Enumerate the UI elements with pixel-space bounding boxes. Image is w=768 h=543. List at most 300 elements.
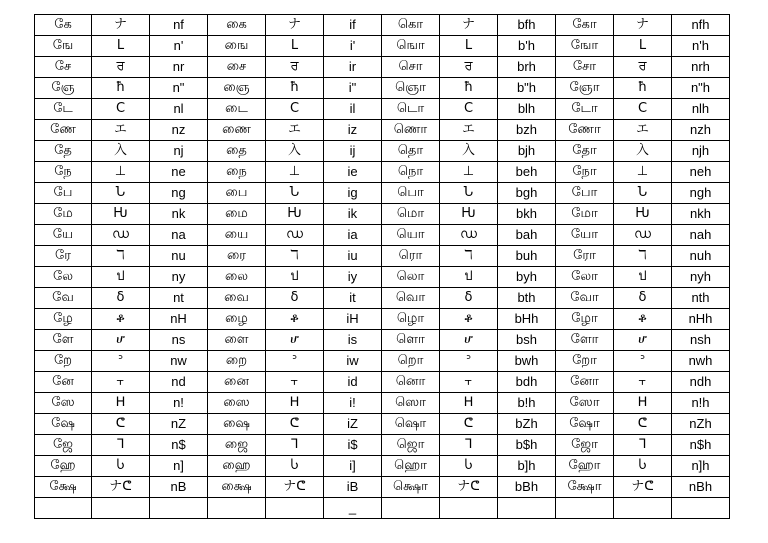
transliteration-cell: nzh (672, 120, 730, 141)
transliteration-cell: n'h (672, 36, 730, 57)
tamil-letter-cell: ழே (35, 309, 92, 330)
table-row (35, 162, 730, 183)
transliteration-cell: i" (324, 78, 382, 99)
transliteration-cell: nd (150, 372, 208, 393)
tamil-letter-cell: ஷை (208, 414, 266, 435)
transliteration-cell: n"h (672, 78, 730, 99)
transliteration-cell (498, 498, 556, 519)
transliteration-cell: bHh (498, 309, 556, 330)
transliteration-cell: byh (498, 267, 556, 288)
transliteration-cell: ndh (672, 372, 730, 393)
transliteration-cell: bsh (498, 330, 556, 351)
transliteration-cell: nu (150, 246, 208, 267)
transliteration-cell: ngh (672, 183, 730, 204)
transliteration-cell: nth (672, 288, 730, 309)
transliteration-cell (150, 498, 208, 519)
tamil-letter-cell: ரே (35, 246, 92, 267)
transliteration-cell: il (324, 99, 382, 120)
tamil-letter-cell: மோ (556, 204, 614, 225)
glyph-cell: Ƕ (614, 204, 672, 225)
table-row (35, 246, 730, 267)
glyph-cell (266, 498, 324, 519)
tamil-letter-cell: நொ (382, 162, 440, 183)
glyph-cell: C (614, 99, 672, 120)
table-row (35, 435, 730, 456)
glyph-cell: ሆ (440, 330, 498, 351)
glyph-cell: ป (614, 267, 672, 288)
transliteration-cell: nZh (672, 414, 730, 435)
glyph-cell: C (92, 99, 150, 120)
transliteration-cell: i] (324, 456, 382, 477)
glyph-cell: ⊥ (440, 162, 498, 183)
transliteration-cell: iH (324, 309, 382, 330)
tamil-letter-cell: ஸை (208, 393, 266, 414)
transliteration-cell: bdh (498, 372, 556, 393)
transliteration-cell: nB (150, 477, 208, 498)
glyph-map-table (34, 14, 730, 519)
tamil-letter-cell: ஞொ (382, 78, 440, 99)
glyph-cell: ቆ (266, 309, 324, 330)
glyph-cell: Ƕ (440, 204, 498, 225)
transliteration-cell: n!h (672, 393, 730, 414)
transliteration-cell: nah (672, 225, 730, 246)
table-row (35, 141, 730, 162)
transliteration-cell: nl (150, 99, 208, 120)
glyph-map-sheet (34, 14, 730, 519)
glyph-cell: ナ (614, 15, 672, 36)
transliteration-cell: iy (324, 267, 382, 288)
glyph-cell: ᒣ (92, 435, 150, 456)
glyph-cell: ᕼ (440, 393, 498, 414)
glyph-cell: Ⴑ (614, 456, 672, 477)
transliteration-cell: nyh (672, 267, 730, 288)
table-row (35, 57, 730, 78)
table-row (35, 288, 730, 309)
glyph-cell: ป (440, 267, 498, 288)
glyph-cell: ഡ (266, 225, 324, 246)
glyph-cell: ቆ (614, 309, 672, 330)
glyph-cell: Ⴑ (440, 456, 498, 477)
tamil-letter-cell: ஞோ (556, 78, 614, 99)
tamil-letter-cell: கை (208, 15, 266, 36)
tamil-letter-cell: டை (208, 99, 266, 120)
transliteration-cell: njh (672, 141, 730, 162)
glyph-cell: ⫟ (614, 372, 672, 393)
transliteration-cell: bgh (498, 183, 556, 204)
glyph-cell: ħ (614, 78, 672, 99)
glyph-cell: ナ (440, 15, 498, 36)
tamil-letter-cell: டே (35, 99, 92, 120)
glyph-cell: Ƕ (266, 204, 324, 225)
tamil-letter-cell: ளொ (382, 330, 440, 351)
tamil-letter-cell: க்ஷொ (382, 477, 440, 498)
transliteration-cell: iu (324, 246, 382, 267)
glyph-cell: δ (266, 288, 324, 309)
glyph-cell: ቆ (440, 309, 498, 330)
glyph-cell: ⫟ (92, 372, 150, 393)
glyph-cell (614, 498, 672, 519)
tamil-letter-cell: ரை (208, 246, 266, 267)
tamil-letter-cell (382, 498, 440, 519)
glyph-cell: ナᕦ (440, 477, 498, 498)
transliteration-cell: b$h (498, 435, 556, 456)
transliteration-cell: i! (324, 393, 382, 414)
glyph-cell: ⫟ (266, 372, 324, 393)
tamil-letter-cell: கே (35, 15, 92, 36)
table-row (35, 267, 730, 288)
transliteration-cell: is (324, 330, 382, 351)
glyph-cell: ⊥ (92, 162, 150, 183)
transliteration-cell: iB (324, 477, 382, 498)
glyph-cell: δ (92, 288, 150, 309)
transliteration-cell: nlh (672, 99, 730, 120)
transliteration-cell: b!h (498, 393, 556, 414)
transliteration-cell: bBh (498, 477, 556, 498)
tamil-letter-cell: பொ (382, 183, 440, 204)
tamil-letter-cell: லொ (382, 267, 440, 288)
transliteration-cell: nH (150, 309, 208, 330)
table-row (35, 183, 730, 204)
glyph-cell: ሆ (614, 330, 672, 351)
tamil-letter-cell: நே (35, 162, 92, 183)
table-row (35, 477, 730, 498)
glyph-cell: ᕦ (440, 414, 498, 435)
tamil-letter-cell: ணே (35, 120, 92, 141)
tamil-letter-cell: ளோ (556, 330, 614, 351)
tamil-letter-cell: வை (208, 288, 266, 309)
glyph-cell: ᐣ (440, 351, 498, 372)
tamil-letter-cell: னே (35, 372, 92, 393)
tamil-letter-cell: ஙொ (382, 36, 440, 57)
tamil-letter-cell: ஜொ (382, 435, 440, 456)
tamil-letter-cell: தோ (556, 141, 614, 162)
glyph-cell: エ (266, 120, 324, 141)
glyph-cell: Ⴑ (266, 456, 324, 477)
table-row (35, 351, 730, 372)
transliteration-cell: bth (498, 288, 556, 309)
tamil-letter-cell: யொ (382, 225, 440, 246)
glyph-cell: ਰ (440, 57, 498, 78)
tamil-letter-cell: ணோ (556, 120, 614, 141)
glyph-cell: ℸ (92, 246, 150, 267)
tamil-letter-cell: ஷோ (556, 414, 614, 435)
tamil-letter-cell: சே (35, 57, 92, 78)
tamil-letter-cell: ஹை (208, 456, 266, 477)
glyph-cell: エ (92, 120, 150, 141)
transliteration-cell: bwh (498, 351, 556, 372)
transliteration-cell: blh (498, 99, 556, 120)
transliteration-cell: id (324, 372, 382, 393)
glyph-cell: ഡ (614, 225, 672, 246)
glyph-cell: ป (92, 267, 150, 288)
transliteration-cell: nBh (672, 477, 730, 498)
tamil-letter-cell: ஹே (35, 456, 92, 477)
glyph-cell: 入 (614, 141, 672, 162)
transliteration-cell: iz (324, 120, 382, 141)
tamil-letter-cell: றோ (556, 351, 614, 372)
glyph-cell: 入 (440, 141, 498, 162)
tamil-letter-cell: நோ (556, 162, 614, 183)
tamil-letter-cell: ணை (208, 120, 266, 141)
glyph-cell: C (266, 99, 324, 120)
tamil-letter-cell: பே (35, 183, 92, 204)
glyph-cell: ਰ (614, 57, 672, 78)
transliteration-cell: nsh (672, 330, 730, 351)
table-row (35, 78, 730, 99)
glyph-cell: ਰ (92, 57, 150, 78)
transliteration-cell: buh (498, 246, 556, 267)
tamil-letter-cell: ஜே (35, 435, 92, 456)
glyph-cell: ⊥ (614, 162, 672, 183)
glyph-cell: ℸ (266, 246, 324, 267)
transliteration-cell: ny (150, 267, 208, 288)
glyph-cell: ℸ (440, 246, 498, 267)
tamil-letter-cell: ழொ (382, 309, 440, 330)
transliteration-cell: if (324, 15, 382, 36)
glyph-cell: Ⴑ (92, 456, 150, 477)
tamil-letter-cell: வொ (382, 288, 440, 309)
glyph-cell: L (440, 36, 498, 57)
tamil-letter-cell: யோ (556, 225, 614, 246)
transliteration-cell: n" (150, 78, 208, 99)
transliteration-cell: _ (324, 498, 382, 519)
glyph-cell: ᒣ (440, 435, 498, 456)
glyph-cell: ナᕦ (266, 477, 324, 498)
transliteration-cell: nrh (672, 57, 730, 78)
tamil-letter-cell: சொ (382, 57, 440, 78)
tamil-letter-cell: ஹோ (556, 456, 614, 477)
tamil-letter-cell: லோ (556, 267, 614, 288)
glyph-cell: ᐣ (266, 351, 324, 372)
transliteration-cell: ik (324, 204, 382, 225)
tamil-letter-cell (208, 498, 266, 519)
glyph-cell: ቆ (92, 309, 150, 330)
transliteration-cell: ia (324, 225, 382, 246)
transliteration-cell: ij (324, 141, 382, 162)
glyph-cell: L (614, 36, 672, 57)
glyph-cell: ᒣ (614, 435, 672, 456)
tamil-letter-cell: கொ (382, 15, 440, 36)
glyph-cell: エ (440, 120, 498, 141)
tamil-letter-cell: ரோ (556, 246, 614, 267)
transliteration-cell: nHh (672, 309, 730, 330)
transliteration-cell: i$ (324, 435, 382, 456)
glyph-cell: ሆ (266, 330, 324, 351)
glyph-cell: L (266, 36, 324, 57)
glyph-cell: δ (614, 288, 672, 309)
table-row (35, 456, 730, 477)
table-row (35, 225, 730, 246)
table-row (35, 414, 730, 435)
glyph-cell: ⊥ (266, 162, 324, 183)
transliteration-cell: bZh (498, 414, 556, 435)
tamil-letter-cell (35, 498, 92, 519)
tamil-letter-cell: ஹொ (382, 456, 440, 477)
glyph-cell: ᐣ (614, 351, 672, 372)
table-row (35, 120, 730, 141)
tamil-letter-cell: க்ஷே (35, 477, 92, 498)
glyph-cell: δ (440, 288, 498, 309)
glyph-cell: ᕦ (92, 414, 150, 435)
transliteration-cell: n] (150, 456, 208, 477)
transliteration-cell: ie (324, 162, 382, 183)
glyph-cell: Ƕ (92, 204, 150, 225)
tamil-letter-cell: னொ (382, 372, 440, 393)
glyph-cell: ป (266, 267, 324, 288)
tamil-letter-cell: வோ (556, 288, 614, 309)
tamil-letter-cell: ஞே (35, 78, 92, 99)
transliteration-cell: nw (150, 351, 208, 372)
table-row (35, 372, 730, 393)
tamil-letter-cell: னை (208, 372, 266, 393)
transliteration-cell: n$h (672, 435, 730, 456)
tamil-letter-cell: ளே (35, 330, 92, 351)
tamil-letter-cell: ஸொ (382, 393, 440, 414)
transliteration-cell: it (324, 288, 382, 309)
glyph-cell: 入 (266, 141, 324, 162)
tamil-letter-cell: போ (556, 183, 614, 204)
tamil-letter-cell: ளை (208, 330, 266, 351)
transliteration-cell: nz (150, 120, 208, 141)
table-row (35, 393, 730, 414)
tamil-letter-cell: ஙோ (556, 36, 614, 57)
glyph-cell: ᕼ (614, 393, 672, 414)
tamil-letter-cell: ஷொ (382, 414, 440, 435)
transliteration-cell: b'h (498, 36, 556, 57)
glyph-cell: ᐣ (92, 351, 150, 372)
glyph-cell: Ն (440, 183, 498, 204)
glyph-cell: 入 (92, 141, 150, 162)
transliteration-cell: nj (150, 141, 208, 162)
transliteration-cell: bzh (498, 120, 556, 141)
tamil-letter-cell: றை (208, 351, 266, 372)
transliteration-cell: nf (150, 15, 208, 36)
tamil-letter-cell: ழை (208, 309, 266, 330)
tamil-letter-cell: தொ (382, 141, 440, 162)
glyph-cell: ナᕦ (614, 477, 672, 498)
table-row (35, 330, 730, 351)
glyph-cell: L (92, 36, 150, 57)
glyph-cell: ⫟ (440, 372, 498, 393)
transliteration-cell: n]h (672, 456, 730, 477)
transliteration-cell: b"h (498, 78, 556, 99)
glyph-cell: ਰ (266, 57, 324, 78)
transliteration-cell: ig (324, 183, 382, 204)
transliteration-cell: bkh (498, 204, 556, 225)
glyph-cell: Ն (614, 183, 672, 204)
glyph-cell: ℸ (614, 246, 672, 267)
glyph-cell: ᕼ (266, 393, 324, 414)
tamil-letter-cell: தே (35, 141, 92, 162)
transliteration-cell: ns (150, 330, 208, 351)
glyph-cell: C (440, 99, 498, 120)
table-row (35, 204, 730, 225)
glyph-cell: ħ (92, 78, 150, 99)
tamil-letter-cell: ஷே (35, 414, 92, 435)
glyph-cell: ナ (266, 15, 324, 36)
glyph-cell: ナᕦ (92, 477, 150, 498)
tamil-letter-cell: டோ (556, 99, 614, 120)
glyph-cell: ᒣ (266, 435, 324, 456)
tamil-letter-cell: ஜோ (556, 435, 614, 456)
glyph-cell (92, 498, 150, 519)
tamil-letter-cell: தை (208, 141, 266, 162)
tamil-letter-cell: நை (208, 162, 266, 183)
glyph-cell: エ (614, 120, 672, 141)
table-row (35, 309, 730, 330)
tamil-letter-cell: மை (208, 204, 266, 225)
glyph-cell: ഡ (440, 225, 498, 246)
transliteration-cell: brh (498, 57, 556, 78)
tamil-letter-cell: லை (208, 267, 266, 288)
transliteration-cell: n$ (150, 435, 208, 456)
transliteration-cell: iZ (324, 414, 382, 435)
transliteration-cell: ng (150, 183, 208, 204)
transliteration-cell: nfh (672, 15, 730, 36)
glyph-map-body (35, 15, 730, 519)
transliteration-cell: i' (324, 36, 382, 57)
glyph-cell: ᕦ (614, 414, 672, 435)
tamil-letter-cell: யை (208, 225, 266, 246)
transliteration-cell: nt (150, 288, 208, 309)
transliteration-cell: nwh (672, 351, 730, 372)
transliteration-cell: bjh (498, 141, 556, 162)
glyph-cell: ħ (266, 78, 324, 99)
tamil-letter-cell: வே (35, 288, 92, 309)
glyph-cell: ഡ (92, 225, 150, 246)
tamil-letter-cell: லே (35, 267, 92, 288)
glyph-cell (440, 498, 498, 519)
transliteration-cell: nr (150, 57, 208, 78)
tamil-letter-cell (556, 498, 614, 519)
tamil-letter-cell: க்ஷை (208, 477, 266, 498)
transliteration-cell: nZ (150, 414, 208, 435)
transliteration-cell: ne (150, 162, 208, 183)
transliteration-cell: na (150, 225, 208, 246)
tamil-letter-cell: ஸே (35, 393, 92, 414)
tamil-letter-cell: ழோ (556, 309, 614, 330)
transliteration-cell: bfh (498, 15, 556, 36)
transliteration-cell: nkh (672, 204, 730, 225)
tamil-letter-cell: மே (35, 204, 92, 225)
tamil-letter-cell: ணொ (382, 120, 440, 141)
tamil-letter-cell: ஜை (208, 435, 266, 456)
glyph-cell: ħ (440, 78, 498, 99)
transliteration-cell: nk (150, 204, 208, 225)
transliteration-cell: n' (150, 36, 208, 57)
transliteration-cell: ir (324, 57, 382, 78)
transliteration-cell: b]h (498, 456, 556, 477)
tamil-letter-cell: றே (35, 351, 92, 372)
tamil-letter-cell: மொ (382, 204, 440, 225)
tamil-letter-cell: ஞை (208, 78, 266, 99)
tamil-letter-cell: ஙை (208, 36, 266, 57)
glyph-cell: ᕼ (92, 393, 150, 414)
glyph-cell: ᕦ (266, 414, 324, 435)
transliteration-cell: neh (672, 162, 730, 183)
tamil-letter-cell: ரொ (382, 246, 440, 267)
tamil-letter-cell: யே (35, 225, 92, 246)
transliteration-cell: bah (498, 225, 556, 246)
table-row (35, 99, 730, 120)
tamil-letter-cell: றொ (382, 351, 440, 372)
tamil-letter-cell: பை (208, 183, 266, 204)
tamil-letter-cell: க்ஷோ (556, 477, 614, 498)
table-row (35, 36, 730, 57)
glyph-cell: Ն (92, 183, 150, 204)
tamil-letter-cell: ஸோ (556, 393, 614, 414)
transliteration-cell: n! (150, 393, 208, 414)
